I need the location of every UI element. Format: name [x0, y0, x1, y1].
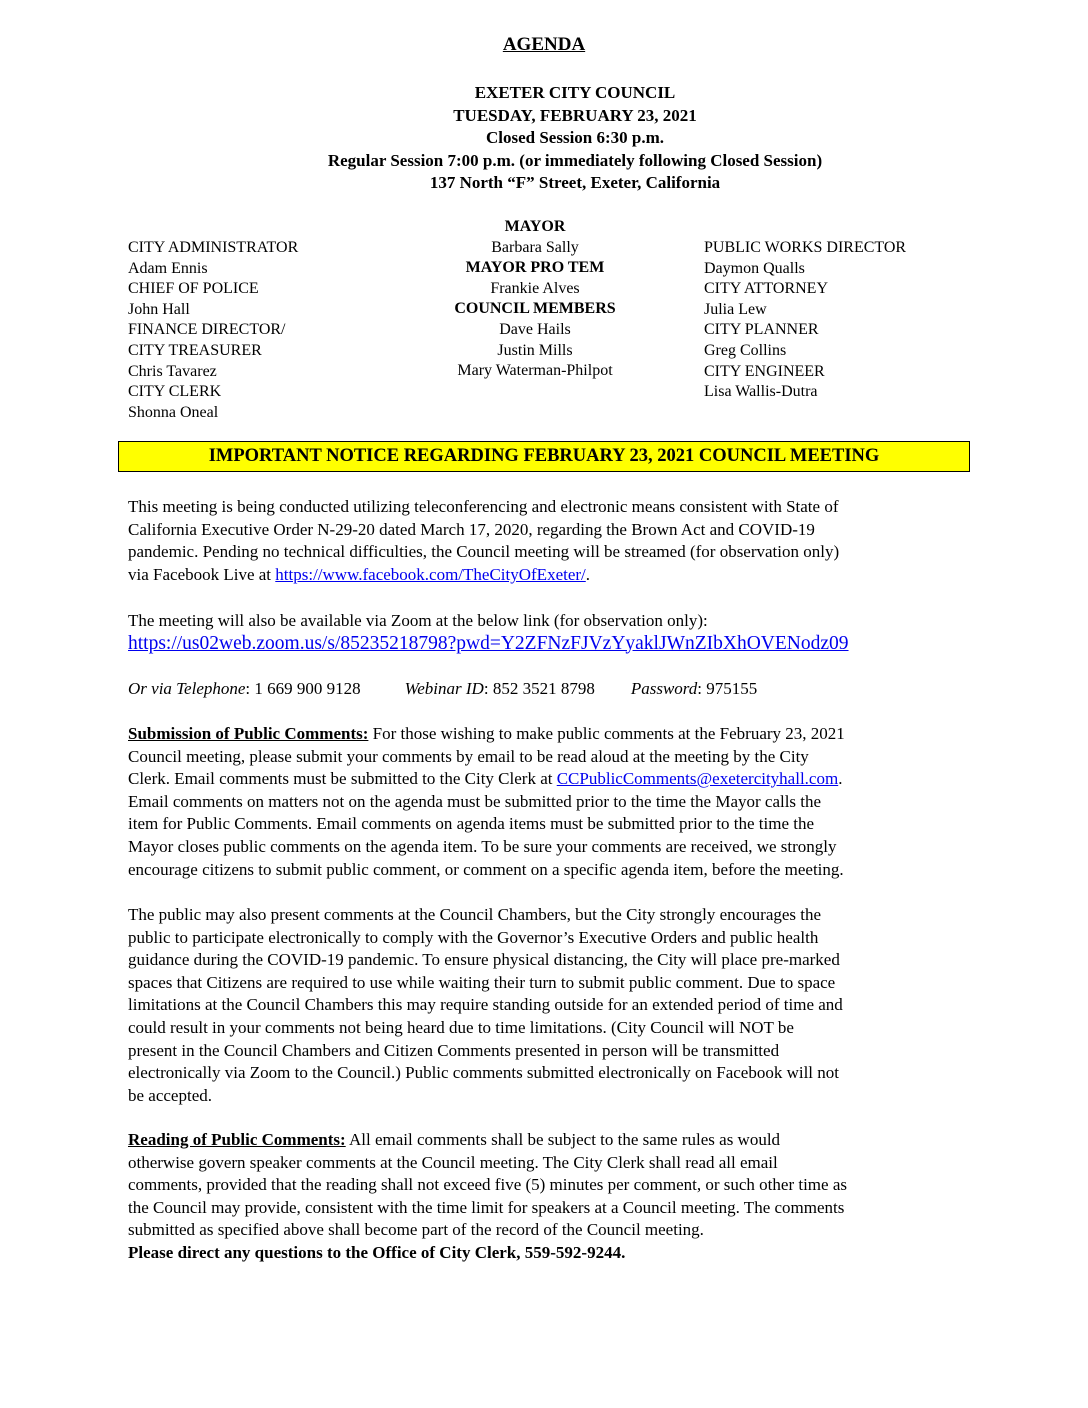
paragraph-line: present in the Council Chambers and Citizen Comments presented in person will be transmitted — [128, 1040, 780, 1060]
official-line: Julia Lew — [704, 300, 767, 318]
submission-paragraph — [128, 723, 968, 881]
paragraph-line — [128, 564, 968, 587]
webinar-id: : 852 3521 8798 — [483, 679, 595, 698]
paragraph-line: electronically via Zoom to the Council.) Public comments submitted electronically on Facebook will not — [128, 1063, 840, 1083]
official-line: CITY CLERK — [128, 383, 222, 401]
telephone-details — [128, 678, 968, 701]
official-line: CITY PLANNER — [704, 321, 819, 339]
paragraph-line: spaces that Citizens are required to use while waiting their turn to submit public comment. Due to space — [128, 972, 836, 992]
paragraph-line: be accepted. — [128, 1085, 212, 1105]
mayor-title: MAYOR — [504, 218, 566, 235]
webinar-label: Webinar ID — [404, 679, 484, 698]
paragraph-line: could result in your comments not being heard due to time limitations. (City Council will NOT be — [128, 1017, 794, 1037]
official-line: Lisa Wallis-Dutra — [704, 383, 818, 401]
council-members-title: COUNCIL MEMBERS — [454, 300, 616, 318]
meeting-header — [0, 82, 1088, 195]
paragraph-line: guidance during the COVID-19 pandemic. To ensure physical distancing, the City will place pre-marked — [128, 950, 840, 970]
facebook-intro: via Facebook Live at — [128, 564, 276, 584]
zoom-paragraph — [128, 610, 968, 655]
paragraph-line: otherwise govern speaker comments at the Council meeting. The City Clerk shall read all email — [128, 1152, 778, 1172]
important-notice-banner: IMPORTANT NOTICE REGARDING FEBRUARY 23, 2021 COUNCIL MEETING — [118, 441, 970, 472]
paragraph-line: California Executive Order N-29-20 dated March 17, 2020, regarding the Brown Act and COVID-19 — [128, 519, 815, 539]
official-line: Chris Tavarez — [128, 362, 217, 380]
official-line: John Hall — [128, 300, 190, 318]
regular-session-time: Regular Session 7:00 p.m. (or immediately following Closed Session) — [327, 150, 823, 170]
in-person-comments-paragraph — [128, 904, 968, 1107]
submission-text: For those wishing to make public comments at the February 23, 2021 — [368, 724, 845, 743]
council-name: EXETER CITY COUNCIL — [474, 83, 676, 102]
officials-left-column — [128, 238, 298, 423]
paragraph-line: item for Public Comments. Email comments on agenda items must be submitted prior to the time the — [128, 814, 815, 834]
council-member: Justin Mills — [497, 341, 573, 359]
password-label: Password — [630, 679, 698, 698]
facebook-link[interactable]: https://www.facebook.com/TheCityOfExeter/ — [275, 564, 586, 584]
paragraph-line: the Council may provide, consistent with the time limit for speakers at a Council meeting. The comments — [128, 1197, 845, 1217]
submission-text: Clerk. Email comments must be submitted to the City Clerk at — [128, 769, 557, 789]
zoom-link[interactable]: https://us02web.zoom.us/s/85235218798?pwd=Y2ZFNzFJVzYyaklJWnZIbXhOVENodz09 — [128, 632, 849, 654]
paragraph-line: Mayor closes public comments on the agenda item. To be sure your comments are received, we strongly — [128, 836, 837, 856]
paragraph-line: public to participate electronically to comply with the Governor’s Executive Orders and public health — [128, 927, 819, 947]
public-comments-email-link[interactable]: CCPublicComments@exetercityhall.com — [556, 769, 839, 789]
meeting-address: 137 North “F” Street, Exeter, California — [429, 173, 721, 192]
period: . — [838, 769, 843, 789]
official-line: CITY TREASURER — [128, 341, 262, 359]
paragraph-line — [128, 768, 968, 791]
official-line: Adam Ennis — [128, 259, 208, 277]
paragraph-line: This meeting is being conducted utilizing teleconferencing and electronic means consistent with State of — [128, 497, 839, 516]
paragraph-line: comments, provided that the reading shall not exceed five (5) minutes per comment, or such other time as — [128, 1175, 847, 1195]
official-line: CITY ADMINISTRATOR — [128, 239, 299, 256]
closed-session-time: Closed Session 6:30 p.m. — [485, 128, 665, 147]
zoom-link-line — [128, 633, 968, 656]
reading-heading: Reading of Public Comments: — [128, 1130, 346, 1149]
password-value: : 975155 — [697, 679, 758, 698]
teleconference-paragraph — [128, 496, 968, 586]
zoom-intro: The meeting will also be available via Zoom at the below link (for observation only): — [128, 611, 708, 630]
officials-center-column — [380, 217, 690, 382]
council-member: Mary Waterman-Philpot — [457, 362, 613, 380]
paragraph-line: pandemic. Pending no technical difficulties, the Council meeting will be streamed (for observation only) — [128, 542, 840, 562]
official-line: CHIEF OF POLICE — [128, 280, 259, 298]
mayor-pro-tem-name: Frankie Alves — [490, 279, 580, 297]
reading-text: All email comments shall be subject to the same rules as would — [345, 1130, 781, 1149]
paragraph-line: The public may also present comments at the Council Chambers, but the City strongly encourages the — [128, 905, 822, 924]
council-member: Dave Hails — [499, 320, 571, 338]
paragraph-line: encourage citizens to submit public comment, or comment on a specific agenda item, before the meeting. — [128, 859, 844, 879]
period: . — [585, 564, 591, 584]
agenda-title: AGENDA — [502, 34, 586, 55]
official-line: Greg Collins — [704, 341, 787, 359]
paragraph-line: limitations at the Council Chambers this may require standing outside for an extended period of time and — [128, 995, 843, 1015]
official-line: FINANCE DIRECTOR/ — [128, 321, 286, 339]
phone-number: : 1 669 900 9128 — [245, 679, 361, 698]
mayor-name: Barbara Sally — [491, 238, 579, 256]
paragraph-line — [128, 723, 968, 746]
submission-heading: Submission of Public Comments: — [128, 724, 369, 743]
mayor-pro-tem-title: MAYOR PRO TEM — [465, 259, 605, 277]
official-line: CITY ATTORNEY — [704, 280, 828, 298]
phone-label: Or via Telephone — [128, 679, 246, 698]
official-line: Shonna Oneal — [128, 403, 219, 421]
paragraph-line — [128, 1129, 968, 1152]
officials-right-column — [704, 238, 906, 403]
meeting-date: TUESDAY, FEBRUARY 23, 2021 — [453, 105, 697, 125]
contact-line: Please direct any questions to the Office of City Clerk, 559-592-9244. — [128, 1242, 626, 1262]
paragraph-line: submitted as specified above shall become part of the record of the Council meeting. — [128, 1220, 704, 1240]
official-line: PUBLIC WORKS DIRECTOR — [704, 239, 907, 256]
official-line: Daymon Qualls — [704, 259, 805, 277]
telephone-line — [128, 678, 968, 701]
official-line: CITY ENGINEER — [704, 362, 825, 380]
paragraph-line: Email comments on matters not on the agenda must be submitted prior to the time the Mayor calls the — [128, 791, 822, 811]
reading-comments-paragraph — [128, 1129, 968, 1265]
paragraph-line: Council meeting, please submit your comments by email to be read aloud at the meeting by the City — [128, 746, 809, 766]
